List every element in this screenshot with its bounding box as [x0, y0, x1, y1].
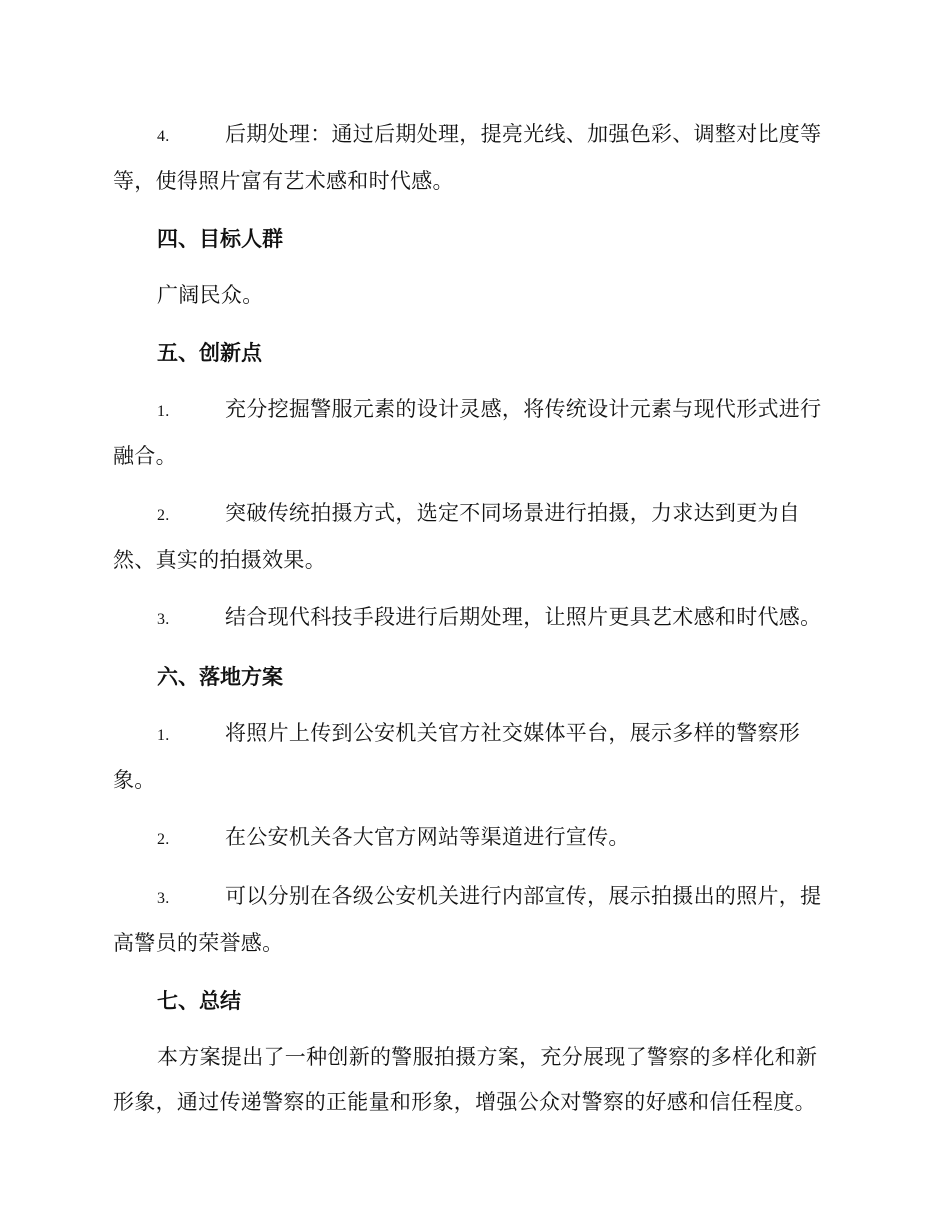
list-item-text: 可以分别在各级公安机关进行内部宣传，展示拍摄出的照片，提高警员的荣誉感。	[113, 884, 822, 955]
section-heading-summary: 七、总结	[157, 988, 241, 1013]
list-item-innovation-3	[113, 595, 835, 642]
list-item-text: 将照片上传到公安机关官方社交媒体平台，展示多样的警察形象。	[113, 721, 801, 792]
section-heading-implementation: 六、落地方案	[157, 664, 283, 689]
list-item-text: 突破传统拍摄方式，选定不同场景进行拍摄，力求达到更为自然、真实的拍摄效果。	[113, 501, 801, 572]
list-item-implementation-3	[113, 874, 835, 966]
list-item-text: 后期处理：通过后期处理，提亮光线、加强色彩、调整对比度等等，使得照片富有艺术感和时代感。	[113, 122, 822, 193]
list-item-text: 在公安机关各大官方网站等渠道进行宣传。	[225, 825, 630, 849]
list-number: 2.	[157, 507, 170, 524]
list-item-innovation-2	[113, 491, 835, 583]
list-item-implementation-2	[113, 815, 835, 862]
list-number: 2.	[157, 831, 170, 848]
list-number: 1.	[157, 403, 170, 420]
list-item-post-processing	[113, 112, 835, 204]
list-number: 4.	[157, 128, 170, 145]
list-item-text: 充分挖掘警服元素的设计灵感，将传统设计元素与现代形式进行融合。	[113, 397, 822, 468]
list-item-text: 结合现代科技手段进行后期处理，让照片更具艺术感和时代感。	[225, 605, 822, 629]
paragraph-summary: 本方案提出了一种创新的警服拍摄方案，充分展现了警察的多样化和新形象，通过传递警察的正能量和形象，增强公众对警察的好感和信任程度。	[113, 1045, 818, 1114]
list-item-innovation-1	[113, 387, 835, 479]
section-heading-innovation: 五、创新点	[157, 340, 262, 365]
list-number: 3.	[157, 611, 170, 628]
section-heading-target-audience: 四、目标人群	[157, 226, 283, 251]
list-item-implementation-1	[113, 711, 835, 803]
list-number: 1.	[157, 727, 170, 744]
document-page	[113, 112, 835, 1137]
paragraph-target-audience: 广阔民众。	[157, 283, 264, 307]
list-number: 3.	[157, 890, 170, 907]
